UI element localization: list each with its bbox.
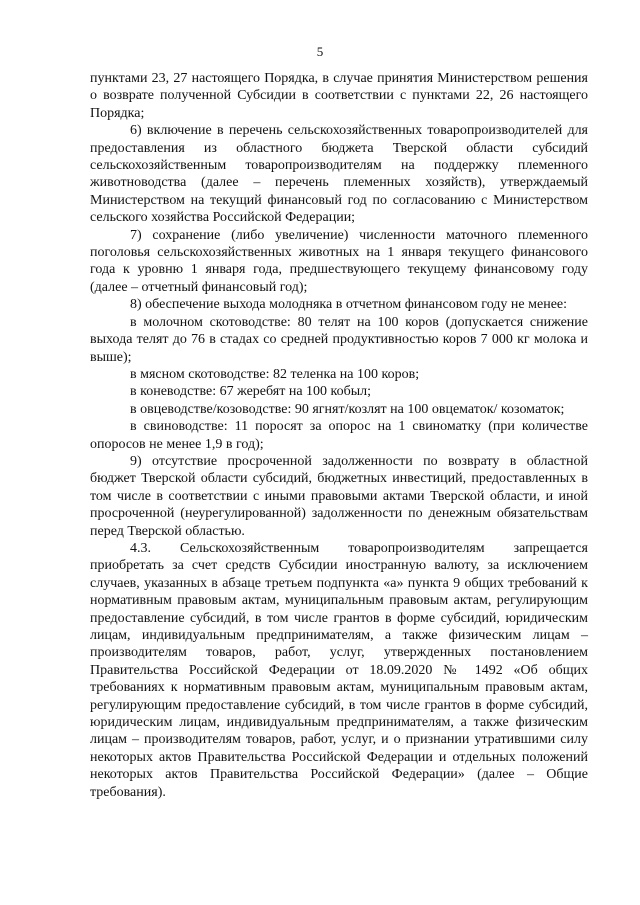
paragraph-section-4-3: 4.3. Сельскохозяйственным товаропроизводителям запрещается приобретать за счет средств Субсидии иностранную валюту, за исключением случаев, указанных в абзаце третьем подпункта «а» пункта 9 общих требований к нормативным правовым актам, муниципальным правовым актам, регулирующим предоставление субсидий, в том числе грантов в форме субсидий, юридическим лицам, индивидуальным предпринимателям, а также физическим лицам – производителям товаров, работ, услуг, утвержденных постановлением Правительства Российской Федерации от 18.09.2020 № 1492 «Об общих требованиях к нормативным правовым актам, муниципальным правовым актам, регулирующим предоставление субсидий, в том числе грантов в форме субсидий, юридическим лицам, индивидуальным предпринимателям, а также физическим лицам – производителям товаров, работ, услуг, и о признании утратившими силу некоторых актов Правительства Российской Федерации и отдельных положений некоторых актов Правительства Российской Федерации» (далее – Общие требования). <box>90 540 588 800</box>
paragraph-item-6: 6) включение в перечень сельскохозяйственных товаропроизводителей для предоставления из областного бюджета Тверской области субсидий сельскохозяйственным товаропроизводителям на поддержку племенного животноводства (далее – перечень племенных хозяйств), утверждаемый Министерством на текущий финансовый год по согласованию с Министерством сельского хозяйства Российской Федерации; <box>90 123 588 226</box>
paragraph-item-8: 8) обеспечение выхода молодняка в отчетном финансовом году не менее: <box>130 297 568 313</box>
paragraph-horse-breeding: в коневодстве: 67 жеребят на 100 кобыл; <box>130 384 372 400</box>
paragraph-dairy-cattle: в молочном скотоводстве: 80 телят на 100 коров (допускается снижение выхода телят до 76 в стадах со средней продуктивностью коров 7 000 кг молока и выше); <box>90 314 588 365</box>
paragraph-pig-breeding: в свиноводстве: 11 поросят за опорос на 1 свиноматку (при количестве опоросов не менее 1,9 в год); <box>90 419 588 452</box>
paragraph-item-7: 7) сохранение (либо увеличение) численности маточного племенного поголовья сельскохозяйственных животных на 1 января текущего финансового года к уровню 1 января года, предшествующего текущему финансовому году (далее – отчетный финансовый год); <box>90 227 588 295</box>
paragraph-beef-cattle: в мясном скотоводстве: 82 теленка на 100 коров; <box>130 366 420 382</box>
page-number: 5 <box>316 44 324 59</box>
paragraph-continuation: пунктами 23, 27 настоящего Порядка, в случае принятия Министерством решения о возврате полученной Субсидии в соответствии с пунктами 22, 26 настоящего Порядка; <box>90 71 588 121</box>
document-body <box>90 70 588 801</box>
paragraph-item-9: 9) отсутствие просроченной задолженности по возврату в областной бюджет Тверской области субсидий, бюджетных инвестиций, предоставленных в том числе в соответствии с иными правовыми актами Тверской области, и иной просроченной (неурегулированной) задолженности по денежным обязательствам перед Тверской областью. <box>90 453 588 539</box>
paragraph-sheep-goat-breeding: в овцеводстве/козоводстве: 90 ягнят/козлят на 100 овцематок/ козоматок; <box>130 401 565 417</box>
